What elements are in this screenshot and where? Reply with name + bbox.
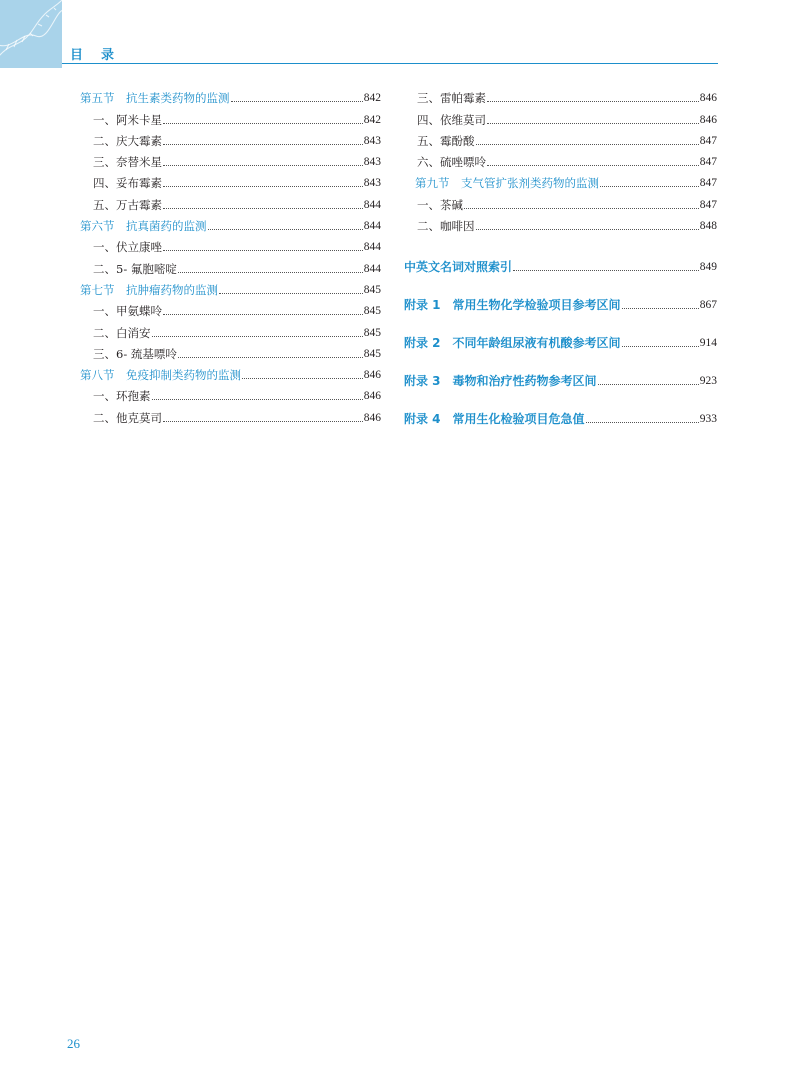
dot-leader [163, 186, 363, 187]
toc-entry-appendix[interactable] [404, 329, 717, 350]
toc-entry-section[interactable] [80, 276, 381, 297]
toc-entry-section[interactable] [80, 84, 381, 105]
toc-entry-page: 846 [363, 390, 381, 403]
toc-entry-item[interactable] [80, 233, 381, 254]
toc-entry-item[interactable] [80, 190, 381, 211]
toc-entry-label: 第七节 抗肿瘤药物的监测 [80, 282, 218, 297]
dot-leader [152, 399, 363, 400]
dot-leader [163, 314, 363, 315]
toc-entry-page: 845 [363, 305, 381, 318]
toc-entry-item[interactable] [80, 318, 381, 339]
toc-entry-section[interactable] [80, 361, 381, 382]
toc-entry-page: 914 [699, 336, 717, 349]
toc-entry-item[interactable] [80, 382, 381, 403]
toc-entry-appendix[interactable] [404, 291, 717, 312]
dot-leader [464, 208, 699, 209]
toc-entry-label: 五、霉酚酸 [417, 133, 475, 148]
title-char-1: 目 [70, 48, 84, 63]
toc-entry-item[interactable] [80, 254, 381, 275]
toc-entry-item[interactable] [80, 127, 381, 148]
toc-entry-page: 923 [699, 374, 717, 387]
toc-entry-label: 附录 2 不同年龄组尿液有机酸参考区间 [404, 335, 621, 350]
toc-entry-page: 846 [363, 369, 381, 382]
toc-entry-appendix[interactable] [404, 366, 717, 387]
toc-entry-label: 附录 1 常用生物化学检验项目参考区间 [404, 298, 621, 313]
toc-entry-item[interactable] [80, 169, 381, 190]
toc-entry-page: 848 [699, 220, 717, 233]
dot-leader [600, 186, 699, 187]
toc-entry-label: 第九节 支气管扩张剂类药物的监测 [415, 176, 599, 191]
toc-right-column [404, 84, 717, 426]
toc-entry-item[interactable] [80, 403, 381, 424]
toc-entry-item[interactable] [80, 297, 381, 318]
dot-leader [598, 384, 699, 385]
toc-entry-item[interactable] [80, 105, 381, 126]
toc-entry-label: 四、妥布霉素 [93, 176, 162, 191]
toc-entry-label: 二、咖啡因 [417, 219, 475, 234]
dot-leader [178, 272, 363, 273]
toc-entry-label: 三、6- 巯基嘌呤 [93, 346, 177, 361]
toc-entry-page: 844 [363, 241, 381, 254]
dot-leader [622, 308, 699, 309]
toc-entry-page: 843 [363, 177, 381, 190]
toc-entry-item[interactable] [404, 212, 717, 233]
toc-entry-label: 中英文名词对照索引 [404, 260, 513, 275]
toc-entry-page: 845 [363, 283, 381, 296]
toc-entry-page: 846 [699, 92, 717, 105]
toc-entry-label: 一、环孢素 [93, 389, 151, 404]
toc-entry-page: 847 [699, 177, 717, 190]
toc-entry-appendix[interactable] [404, 404, 717, 425]
toc-entry-label: 二、庆大霉素 [93, 133, 162, 148]
dot-leader [476, 144, 699, 145]
toc-entry-page: 867 [699, 299, 717, 312]
toc-entry-label: 三、奈替米星 [93, 155, 162, 170]
dot-leader [586, 422, 699, 423]
dna-helix-icon [0, 0, 62, 68]
toc-entry-label: 一、阿米卡星 [93, 112, 162, 127]
toc-entry-section[interactable] [80, 212, 381, 233]
toc-entry-label: 五、万古霉素 [93, 197, 162, 212]
toc-right-entries [404, 84, 717, 233]
toc-entry-appendix[interactable] [404, 253, 717, 274]
toc-entry-label: 三、雷帕霉素 [417, 91, 486, 106]
dot-leader [163, 165, 363, 166]
toc-entry-page: 843 [363, 156, 381, 169]
title-char-2: 录 [101, 48, 115, 63]
toc-entry-label: 六、硫唑嘌呤 [417, 155, 486, 170]
toc-entry-section[interactable] [404, 169, 717, 190]
toc-entry-label: 二、5- 氟胞嘧啶 [93, 261, 177, 276]
page-title [70, 44, 114, 63]
page-number: 26 [67, 1036, 80, 1051]
toc-entry-page: 844 [363, 262, 381, 275]
toc-entry-label: 二、他克莫司 [93, 410, 162, 425]
dot-leader [242, 378, 363, 379]
toc-entry-label: 第八节 免疫抑制类药物的监测 [80, 368, 241, 383]
header-rule [62, 63, 718, 64]
dot-leader [163, 144, 363, 145]
toc-entry-label: 一、甲氨蝶呤 [93, 304, 162, 319]
toc-entry-page: 844 [363, 220, 381, 233]
toc-entry-label: 一、伏立康唑 [93, 240, 162, 255]
toc-left-column [80, 84, 381, 425]
toc-entry-label: 第五节 抗生素类药物的监测 [80, 91, 230, 106]
dot-leader [219, 293, 363, 294]
dot-leader [178, 357, 363, 358]
dot-leader [513, 270, 699, 271]
toc-entry-item[interactable] [80, 340, 381, 361]
toc-entry-page: 846 [363, 411, 381, 424]
dot-leader [622, 346, 699, 347]
toc-entry-page: 933 [699, 412, 717, 425]
dot-leader [163, 250, 363, 251]
spacer [404, 233, 717, 253]
dot-leader [163, 123, 363, 124]
toc-entry-item[interactable] [404, 127, 717, 148]
corner-decoration [0, 0, 62, 68]
toc-entry-label: 四、依维莫司 [417, 112, 486, 127]
toc-entry-item[interactable] [404, 148, 717, 169]
dot-leader [152, 336, 363, 337]
toc-entry-page: 845 [363, 326, 381, 339]
toc-entry-label: 附录 3 毒物和治疗性药物参考区间 [404, 373, 597, 388]
toc-entry-page: 842 [363, 92, 381, 105]
toc-entry-label: 第六节 抗真菌药的监测 [80, 219, 207, 234]
toc-entry-page: 847 [699, 156, 717, 169]
toc-entry-page: 842 [363, 113, 381, 126]
dot-leader [487, 101, 699, 102]
dot-leader [487, 165, 699, 166]
dot-leader [476, 229, 699, 230]
toc-entry-page: 849 [699, 261, 717, 274]
toc-entry-item[interactable] [80, 148, 381, 169]
toc-entry-item[interactable] [404, 190, 717, 211]
dot-leader [163, 421, 363, 422]
toc-entry-page: 843 [363, 134, 381, 147]
toc-entry-label: 一、茶碱 [417, 197, 463, 212]
dot-leader [231, 101, 363, 102]
toc-appendix-entries [404, 253, 717, 425]
toc-entry-page: 844 [363, 198, 381, 211]
toc-entry-page: 846 [699, 113, 717, 126]
toc-entry-label: 二、白消安 [93, 325, 151, 340]
toc-entry-item[interactable] [404, 105, 717, 126]
toc-entry-page: 845 [363, 347, 381, 360]
toc-entry-page: 847 [699, 134, 717, 147]
toc-entry-item[interactable] [404, 84, 717, 105]
toc-entry-label: 附录 4 常用生化检验项目危急值 [404, 411, 585, 426]
dot-leader [487, 123, 699, 124]
dot-leader [163, 208, 363, 209]
dot-leader [208, 229, 363, 230]
toc-entry-page: 847 [699, 198, 717, 211]
